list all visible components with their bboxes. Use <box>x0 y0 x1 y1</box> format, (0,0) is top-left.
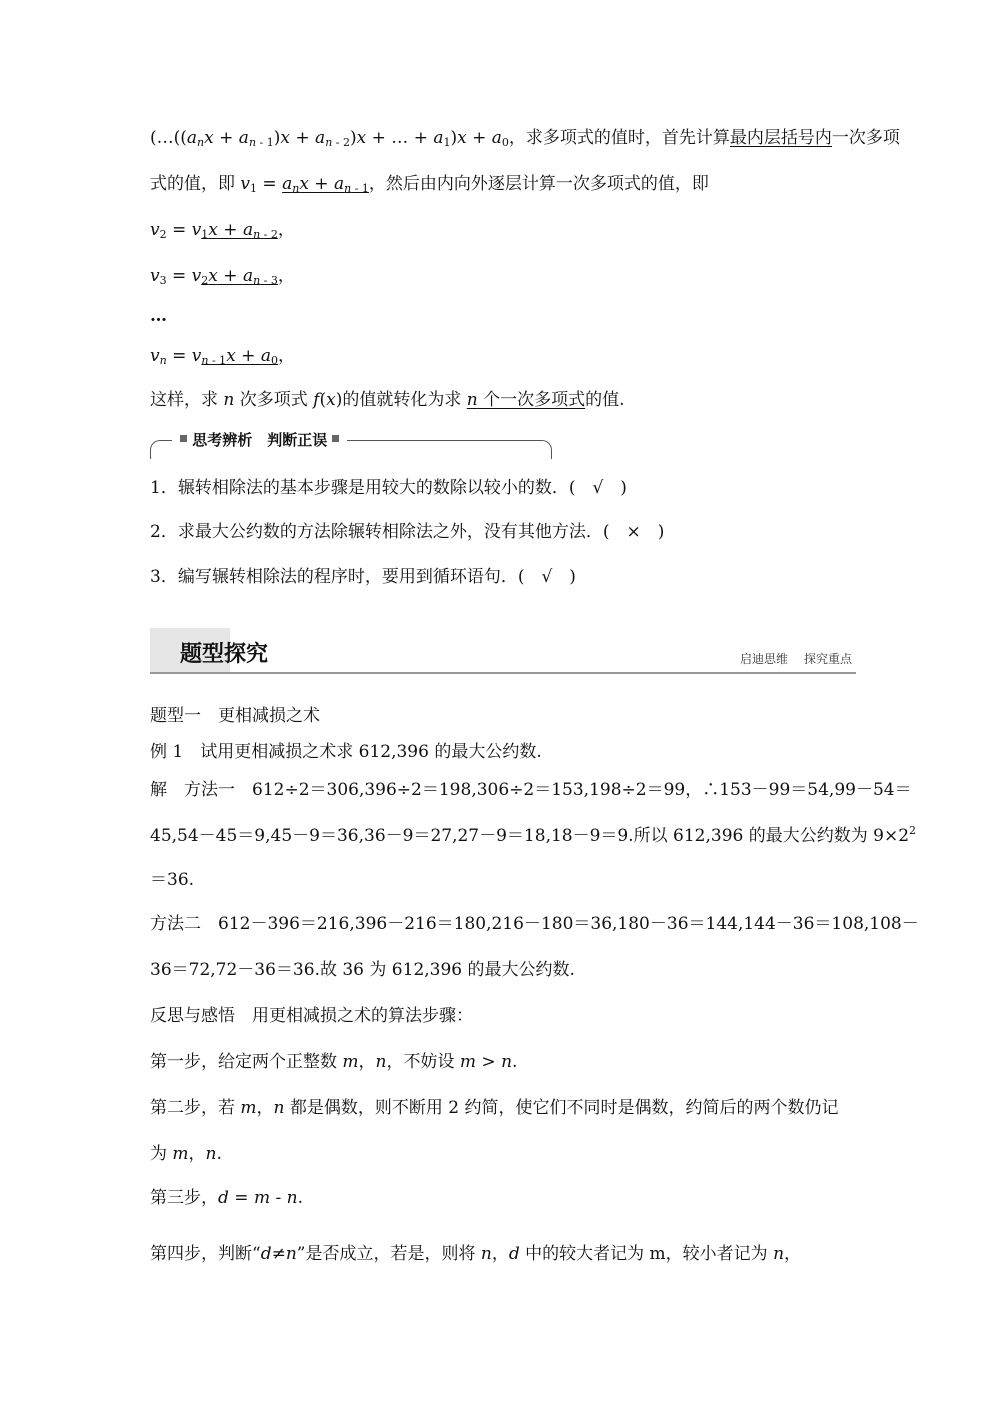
horner-ellipsis: … <box>150 306 167 326</box>
horner-v3-line: $v_3 = v_2x + a_n$ $_{- 3}$， <box>150 266 295 287</box>
solution-method-1-line1: 解 方法一 612÷2＝306,396÷2＝198,306÷2＝153,198÷2＝99，∴153－99＝54,99－54＝ <box>150 780 912 800</box>
solution-method-1-line3: ＝36. <box>150 870 195 890</box>
step-3: 第三步，d = m - n. <box>150 1188 303 1208</box>
judgement-item-1: 1．辗转相除法的基本步骤是用较大的数除以较小的数．( √ ) <box>150 478 627 498</box>
question-type-title: 题型一 更相减损之术 <box>150 706 320 726</box>
section-title: 题型探究 <box>180 642 269 667</box>
square-bullet-icon <box>180 435 187 442</box>
horner-v1-line: 式的值，即 $v_1 = a_nx + a_n$ $_{- 1}$，然后由内向外逐层计算一次多项式的值，即 <box>150 174 709 195</box>
section-tagline: 启迪思维 探究重点 <box>739 652 852 666</box>
judgement-item-3: 3．编写辗转相除法的程序时，要用到循环语句．( √ ) <box>150 567 576 587</box>
reflection-title: 反思与感悟 用更相减损之术的算法步骤： <box>150 1006 473 1026</box>
underlined-answer: 最内层括号内 <box>729 128 832 148</box>
step-4: 第四步，判断“d≠n”是否成立，若是，则将 n，d 中的较大者记为 m，较小者记为 n， <box>150 1244 802 1264</box>
judgement-item-2: 2．求最大公约数的方法除辗转相除法之外，没有其他方法．( × ) <box>150 522 665 542</box>
horner-v2-line: $v_2 = v_1x + a_n$ $_{- 2}$， <box>150 220 295 241</box>
step-1: 第一步，给定两个正整数 m，n，不妨设 m > n. <box>150 1052 518 1072</box>
horner-formula-line: ($\dots((a_nx + a_n$ $_{- 1})x + a_n$ $_{- 2}$)x + … + $a_1)x + a_0$，求多项式的值时，首先计算最内层括号内一次多项 <box>150 128 900 149</box>
think-box-title: 思考辨析 判断正误 <box>172 428 347 452</box>
solution-method-2-line1: 方法二 612－396＝216,396－216＝180,216－180＝36,180－36＝144,144－36＝108,108－ <box>150 914 919 934</box>
solution-method-1-line2: 45,54－45＝9,45－9＝36,36－9＝27,27－9＝18,18－9＝9.所以 612,396 的最大公约数为 $9\times 2^2$ <box>150 824 917 846</box>
horner-vn-line: $v_n = v_{n - 1}x + a_0$， <box>150 346 295 367</box>
step-2-line1: 第二步，若 m，n 都是偶数，则不断用 2 约简，使它们不同时是偶数，约简后的两个数仍记 <box>150 1098 839 1118</box>
step-2-line2: 为 m，n. <box>150 1144 222 1164</box>
section-rule <box>150 672 856 674</box>
solution-method-2-line2: 36＝72,72－36＝36.故 36 为 612,396 的最大公约数. <box>150 960 575 980</box>
example-1: 例 1 试用更相减损之术求 612,396 的最大公约数. <box>150 742 542 762</box>
horner-conclusion: 这样，求 n 次多项式 f(x)的值就转化为求 n 个一次多项式的值. <box>150 390 625 410</box>
square-bullet-icon <box>332 435 339 442</box>
